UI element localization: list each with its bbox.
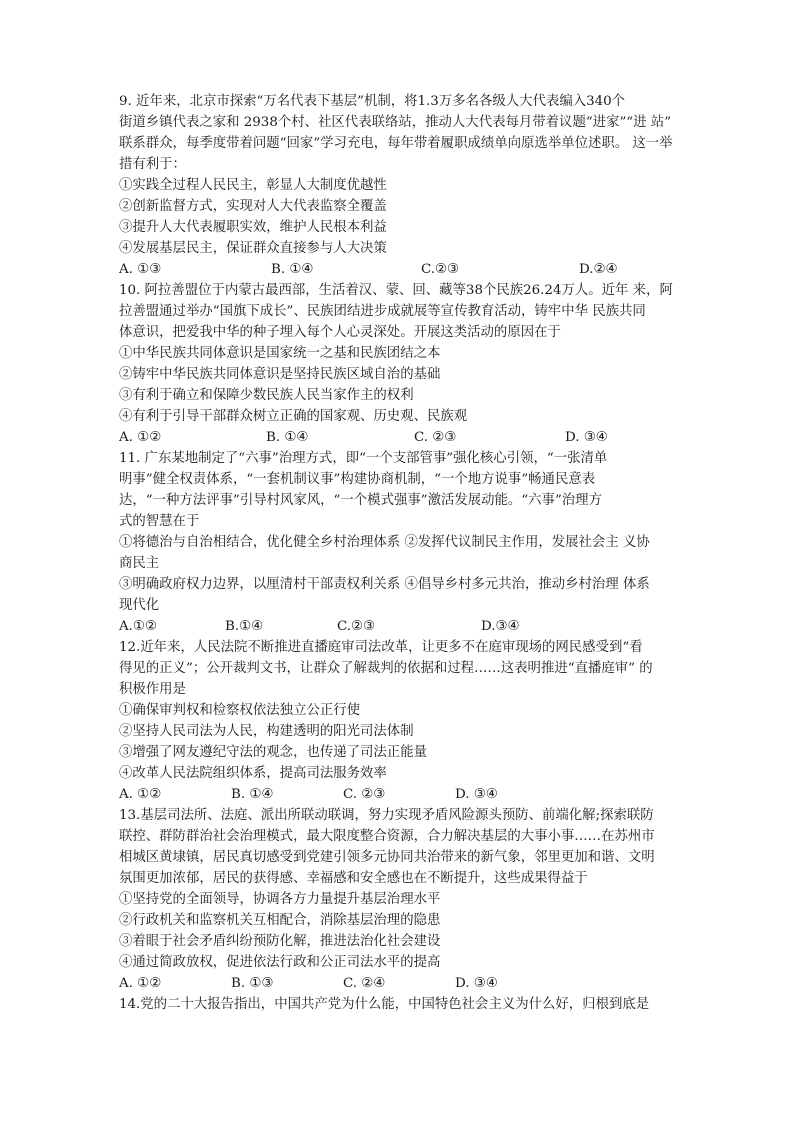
option-a: A. ①② bbox=[119, 430, 162, 445]
question-13-statement: ①坚持党的全面领导，协调各方力量提升基层治理水平 bbox=[119, 892, 441, 907]
question-10-statement: ①中华民族共同体意识是国家统一之基和民族团结之本 bbox=[119, 346, 441, 361]
question-9-stem-line: 联系群众，每季度带着问题“回家”学习充电，每年带着履职成绩单向原选举单位述职。 这一举 bbox=[119, 136, 673, 151]
option-c: C.②③ bbox=[421, 262, 460, 277]
question-10-stem-line: 拉善盟通过举办“国旗下成长”、民族团结进步成就展等宣传教育活动，铸牢中华 民族共同 bbox=[119, 304, 646, 319]
question-11-stem-line: 达，“一种方法评事”引导村风家风，“一个模式强事”激活发展动能。“六事”治理方 bbox=[119, 493, 602, 508]
option-c: C. ②④ bbox=[343, 976, 386, 991]
question-11-stem-line: 明事”健全权责体系，“一套机制议事”构建协商机制，“一个地方说事”畅通民意表 bbox=[119, 472, 596, 487]
question-12-statement: ②坚持人民司法为人民，构建透明的阳光司法体制 bbox=[119, 724, 414, 739]
question-12-statement: ③增强了网友遵纪守法的观念，也传递了司法正能量 bbox=[119, 745, 427, 760]
option-a: A. ①② bbox=[119, 976, 162, 991]
question-12-stem-line: 积极作用是 bbox=[119, 682, 186, 697]
question-11-statement: 商民主 bbox=[119, 556, 160, 571]
option-a: A. ①③ bbox=[119, 262, 162, 277]
question-9-stem-line: 9. 近年来，北京市探索“万名代表下基层”机制，将1.3万多名各级人大代表编入340个 bbox=[119, 94, 626, 109]
question-12-statement: ①确保审判权和检察权依法独立公正行使 bbox=[119, 703, 361, 718]
question-10-statement: ④有利于引导干部群众树立正确的国家观、历史观、民族观 bbox=[119, 409, 468, 424]
option-d: D. ③④ bbox=[455, 976, 498, 991]
question-13-statement: ④通过简政放权，促进依法行政和公正司法水平的提高 bbox=[119, 955, 441, 970]
question-11-statement: ①将德治与自治相结合，优化健全乡村治理体系 ②发挥代议制民主作用，发展社会主 义协 bbox=[119, 535, 650, 550]
option-d: D.②④ bbox=[579, 262, 618, 277]
question-11-stem-line: 11. 广东某地制定了“六事”治理方式，即“一个支部管事”强化核心引领，“一张清单 bbox=[119, 451, 608, 466]
question-14-stem-line: 14.党的二十大报告指出，中国共产党为什么能，中国特色社会主义为什么好，归根到底是 bbox=[119, 997, 650, 1012]
option-b: B. ①④ bbox=[271, 262, 314, 277]
question-9-statement: ②创新监督方式，实现对人大代表监察全覆盖 bbox=[119, 199, 387, 214]
question-10-stem-line: 10. 阿拉善盟位于内蒙古最西部，生活着汉、蒙、回、藏等38个民族26.24万人。近年 来，阿 bbox=[119, 283, 673, 298]
question-12-stem-line: 12.近年来，人民法院不断推进直播庭审司法改革，让更多不在庭审现场的网民感受到“看 bbox=[119, 640, 643, 655]
question-9-statement: ④发展基层民主，保证群众直接参与人大决策 bbox=[119, 241, 387, 256]
option-b: B. ①③ bbox=[231, 976, 274, 991]
option-c: C. ②③ bbox=[343, 787, 386, 802]
option-c: C. ②③ bbox=[414, 430, 457, 445]
question-10-stem-line: 体意识，把爱我中华的种子埋入每个人心灵深处。开展这类活动的原因在于 bbox=[119, 325, 561, 340]
question-9-stem-line: 街道乡镇代表之家和 2938个村、社区代表联络站，推动人大代表每月带着议题“进家”“进 站” bbox=[119, 115, 672, 130]
question-10-options bbox=[119, 428, 679, 447]
question-13-stem-line: 联控、群防群治社会治理模式，最大限度整合资源，合力解决基层的大事小事……在苏州市 bbox=[119, 829, 655, 844]
option-b: B. ①④ bbox=[231, 787, 274, 802]
question-13-stem-line: 相城区黄埭镇，居民真切感受到党建引领多元协同共治带来的新气象，邻里更加和谐、文明 bbox=[119, 850, 655, 865]
question-12-options bbox=[119, 785, 679, 804]
question-11-statement: ③明确政府权力边界，以厘清村干部责权利关系 ④倡导乡村多元共治，推动乡村治理 体系 bbox=[119, 577, 650, 592]
question-11-stem-line: 式的智慧在于 bbox=[119, 514, 200, 529]
question-10-statement: ②铸牢中华民族共同体意识是坚持民族区域自治的基础 bbox=[119, 367, 441, 382]
question-11-statement: 现代化 bbox=[119, 598, 160, 613]
option-a: A. ①② bbox=[119, 787, 162, 802]
question-11-options bbox=[119, 617, 679, 636]
option-d: D. ③④ bbox=[455, 787, 498, 802]
question-9-statement: ③提升人大代表履职实效，维护人民根本利益 bbox=[119, 220, 387, 235]
question-9-options bbox=[119, 260, 679, 279]
question-13-stem-line: 氛围更加浓郁，居民的获得感、幸福感和安全感也在不断提升，这些成果得益于 bbox=[119, 871, 588, 886]
option-b: B.①④ bbox=[225, 619, 264, 634]
question-13-stem-line: 13.基层司法所、法庭、派出所联动联调，努力实现矛盾风险源头预防、前端化解;探索联防 bbox=[119, 808, 654, 823]
question-13-statement: ②行政机关和监察机关互相配合，消除基层治理的隐患 bbox=[119, 913, 441, 928]
option-c: C.②③ bbox=[337, 619, 376, 634]
question-12-statement: ④改革人民法院组织体系，提高司法服务效率 bbox=[119, 766, 387, 781]
question-9-statement: ①实践全过程人民民主，彰显人大制度优越性 bbox=[119, 178, 387, 193]
option-b: B. ①④ bbox=[266, 430, 309, 445]
option-d: D.③④ bbox=[481, 619, 520, 634]
option-d: D. ③④ bbox=[565, 430, 608, 445]
option-a: A.①② bbox=[119, 619, 157, 634]
question-12-stem-line: 得见的正义”；公开裁判文书，让群众了解裁判的依据和过程……这表明推进“直播庭审” 的 bbox=[119, 661, 653, 676]
question-10-statement: ③有利于确立和保障少数民族人民当家作主的权利 bbox=[119, 388, 414, 403]
question-9-stem-line: 措有利于： bbox=[119, 157, 186, 172]
question-13-options bbox=[119, 974, 679, 993]
question-13-statement: ③着眼于社会矛盾纠纷预防化解，推进法治化社会建设 bbox=[119, 934, 441, 949]
